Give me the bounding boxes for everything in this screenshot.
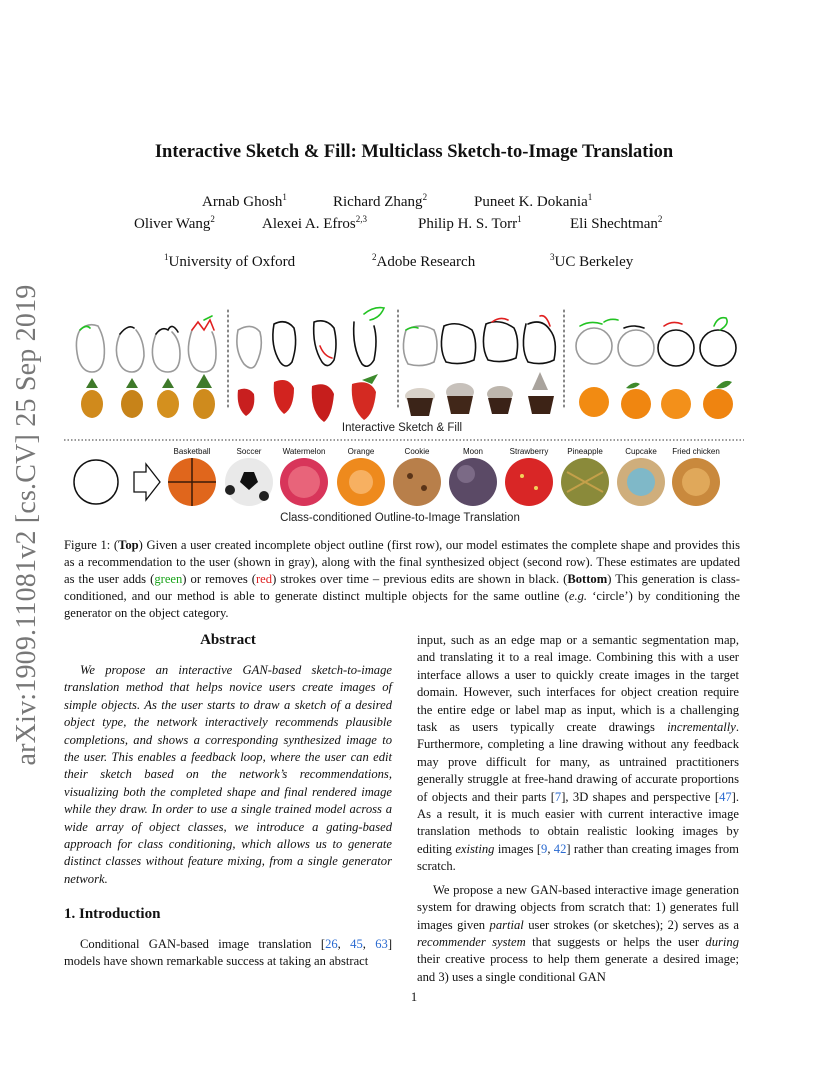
affiliation: $^1$University of Oxford (164, 252, 296, 270)
right-column (417, 632, 739, 986)
author: Alexei A. Efros$^{2,3}$ (262, 214, 367, 232)
class-label-basketball: Basketball (173, 447, 211, 456)
orange-image (579, 381, 733, 419)
author: Philip H. S. Torr$^1$ (418, 214, 522, 232)
figure-caption: Figure 1: (Top) Given a user created incomplete object outline (first row), our model estimates the complete shape and provides this as a recommendation to the user (shown in gray), along with the final synthesized object (second row). These estimates are updated as the user adds (green) or removes (red) strokes over time – previous edits are shown in black. (Bottom) This generation is class-conditioned, and our method is able to generate distinct multiple objects for the same outline (e.g. ‘circle’) by conditioning the generator on the object category. (64, 538, 740, 620)
class-label-pineapple: Pineapple (567, 447, 603, 456)
strawberry-image (238, 374, 378, 422)
abstract-text: We propose an interactive GAN-based sketch-to-image translation method that helps novice users create images of simple objects. As the user starts to draw a sketch of a desired object type, the network interactively recommends plausible completions, and shows a corresponding synthesized image to the user. This enables a feedback loop, where the user can edit their sketch based on the network’s recommendations, visualizing both the completed shape and final rendered image while they draw. In order to use a single trained model across a wide array of object classes, we introduce a gating-based approach for class conditioning, which allows us to generate distinct classes without feature mixing, from a single generator network. (64, 663, 392, 886)
class-labels (174, 447, 720, 456)
abstract-heading: Abstract (200, 632, 256, 648)
class-label-cupcake: Cupcake (625, 447, 657, 456)
arrow-icon (134, 464, 160, 500)
moon-image (449, 458, 497, 506)
class-label-watermelon: Watermelon (282, 447, 326, 456)
generated-row (81, 372, 733, 422)
right-paragraph-1: input, such as an edge map or a semantic segmentation map, and translating it to a real image. Combining this with a user interface allows a user to quickly create images in the target domain. However, such interfaces for object creation require the entire edge or label map as input, which is a challenging task as users typically create drawings incrementally. Furthermore, completing a line drawing without any feedback may prove difficult for many, as untrained practitioners generally struggle at free-hand drawing of accurate proportions of objects and their parts [7], 3D shapes and perspective [47]. As a result, it is much easier with current interactive image translation methods to obtain realistic looking images by editing existing images [9, 42] rather than creating images from scratch. (417, 633, 739, 874)
intro-heading: 1. Introduction (64, 906, 161, 922)
arxiv-stamp (8, 284, 46, 766)
class-label-soccer: Soccer (236, 447, 262, 456)
class-images (168, 458, 720, 506)
author: Puneet K. Dokania$^1$ (474, 192, 593, 210)
class-label-strawberry: Strawberry (509, 447, 549, 456)
right-paragraph-2: We propose a new GAN-based interactive image generation system for drawing objects from scratch that: 1) generates full images given partial user strokes (or sketches); 2) serves as a recommender system that suggests or helps the user during their creative process to help them generate a desired image; and 3) uses a single conditional GAN (417, 882, 740, 984)
affiliation: $^2$Adobe Research (372, 252, 476, 270)
affiliation: $^3$UC Berkeley (550, 252, 634, 270)
circle-outline (74, 460, 118, 504)
figure-1 (64, 300, 744, 530)
bottom-figure-label: Class-conditioned Outline-to-Image Translation (280, 512, 520, 524)
strawberry-class-image (505, 458, 553, 506)
class-label-moon: Moon (462, 447, 484, 456)
pineapple-image (81, 374, 215, 419)
cupcake-image (405, 372, 554, 416)
author: Richard Zhang$^2$ (333, 192, 428, 210)
class-label-orange: Orange (347, 447, 375, 456)
cookie-image (393, 458, 441, 506)
paper-title: Interactive Sketch & Fill: Multiclass Sketch-to-Image Translation (154, 142, 674, 162)
arxiv-id: arXiv:1909.11081v2 [cs.CV] 25 Sep 2019 (11, 284, 42, 766)
author: Eli Shechtman$^2$ (570, 214, 663, 232)
author: Arnab Ghosh$^1$ (202, 192, 287, 210)
intro-paragraph: Conditional GAN-based image translation [26, 45, 63] models have shown remarkable success at taking an abstract (64, 937, 393, 969)
author: Oliver Wang$^2$ (134, 214, 215, 232)
page-number: 1 (410, 990, 418, 1004)
top-figure-label: Interactive Sketch & Fill (341, 422, 463, 434)
class-label-fried-chicken: Fried chicken (672, 447, 720, 456)
class-label-cookie: Cookie (404, 447, 430, 456)
